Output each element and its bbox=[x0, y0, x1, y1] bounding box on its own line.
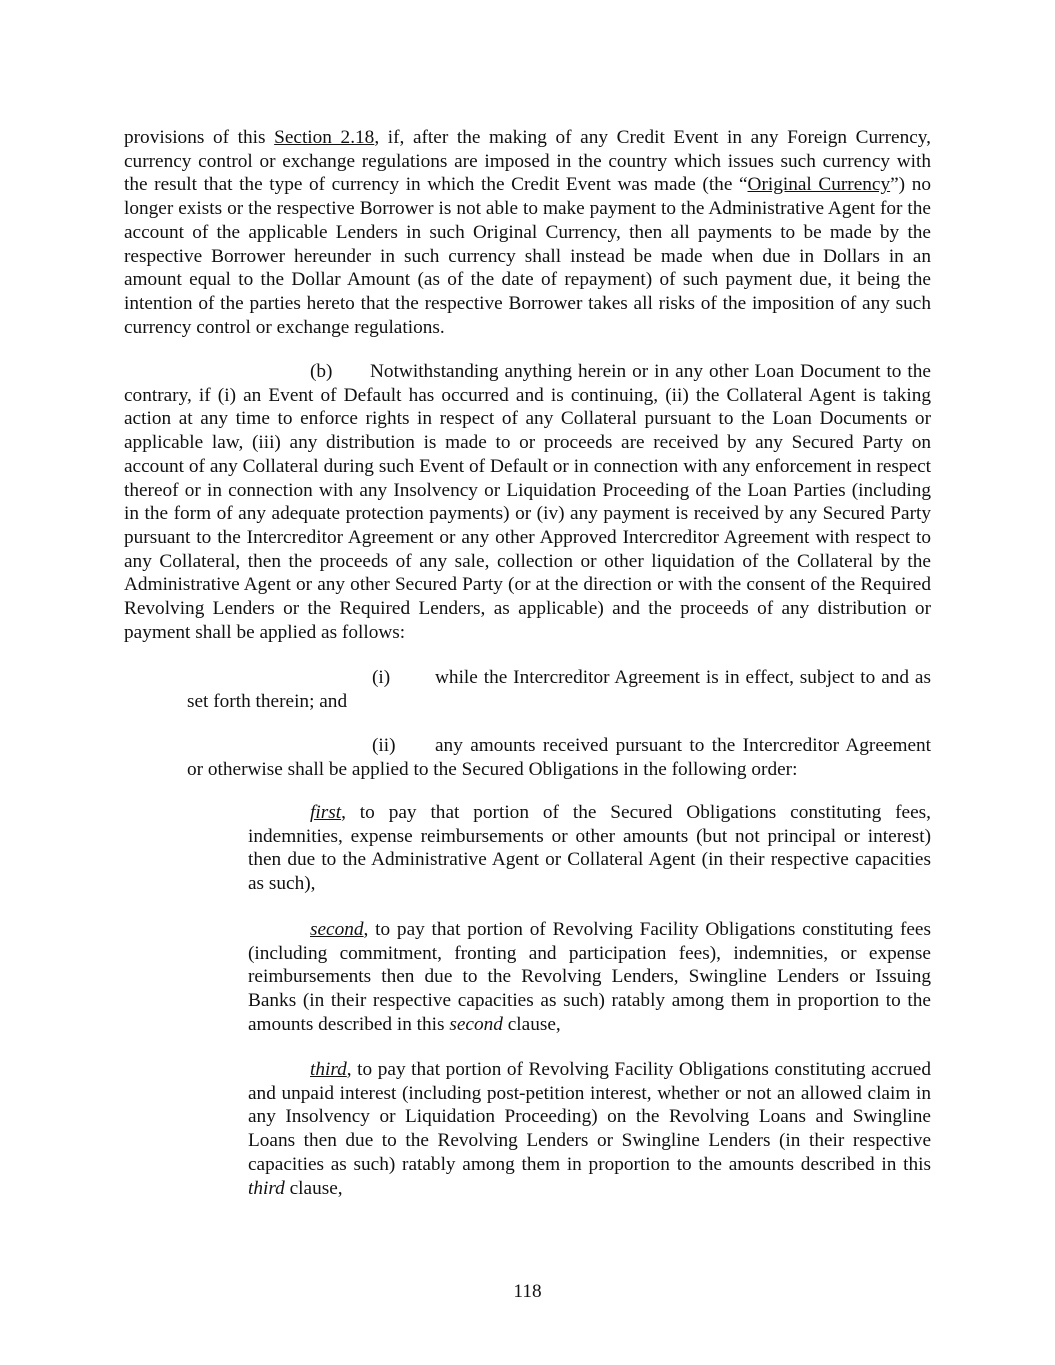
page-number: 118 bbox=[513, 1281, 542, 1302]
text: Notwithstanding anything herein or in any other Loan Document to the contrary, if (i) an Event of Default has occurred and is continuing, (ii) the Collateral Agent is taking action at any time to enforce rights in respect of any Collateral pursuant to the Loan Documents or applicable law, (iii) any distribution is made to or proceeds are received by any Secured Party on account of any Collateral during such Event of Default or in connection with any enforcement in respect thereof or in connection with any Insolvency or Liquidation Proceeding of the Loan Parties (including in the form of any adequate protection payments) or (iv) any payment is received by any Secured Party pursuant to the Intercreditor Agreement or any other Approved Intercreditor Agreement with respect to any Collateral, then the proceeds of any sale, collection or other liquidation of the Collateral by the Administrative Agent or any other Secured Party (or at the direction or with the consent of the Required Revolving Lenders or the Required Lenders, as applicable) and the proceeds of any distribution or payment shall be applied as follows: bbox=[124, 361, 931, 643]
text: , to pay that portion of the Secured Obligations constituting fees, indemnities, expense reimbursements or other amounts (but not principal or interest) then due to the Administrative Agent or Collateral Agent (in their respective capacities as such), bbox=[248, 802, 931, 895]
text: ”) no longer exists or the respective Borrower is not able to make payment to the Administrative Agent for the account of the applicable Lenders in such Original Currency, then all payments to be made by the respective Borrower hereunder in such currency shall instead be made when due in Dollars in an amount equal to the Dollar Amount (as of the date of repayment) of such payment due, it being the intention of the parties hereto that the respective Borrower takes all risks of the imposition of any such currency control or exchange regulations. bbox=[124, 174, 931, 338]
paragraph-third bbox=[248, 1058, 931, 1200]
clause-reference: second bbox=[449, 1013, 503, 1035]
clause-reference: third bbox=[248, 1177, 285, 1199]
section-reference: Section 2.18 bbox=[274, 127, 375, 148]
text: any amounts received pursuant to the Intercreditor Agreement or otherwise shall be applied to the Secured Obligations in the following order: bbox=[187, 735, 931, 780]
clause-label: (ii) bbox=[372, 735, 396, 756]
text: , to pay that portion of Revolving Facility Obligations constituting fees (including commitment, fronting and participation fees), indemnities, or expense reimbursements then due to the Revolving Lenders, Swingline Lenders or Issuing Banks (in their respective capacities as such) ratably among them in proportion to the amounts described in this bbox=[248, 919, 931, 1035]
paragraph-b bbox=[124, 360, 931, 644]
clause-label: (i) bbox=[372, 667, 391, 688]
text: clause, bbox=[284, 1177, 343, 1199]
text: while the Intercreditor Agreement is in effect, subject to and as set forth therein; and bbox=[187, 667, 931, 712]
clause-label: first bbox=[310, 802, 342, 823]
text: , if, after the making of any Credit Event in any Foreign Currency, currency control or exchange regulations are imposed in the country which issues such currency with the result that the type of currency in which the Credit Event was made (the “ bbox=[124, 127, 931, 196]
paragraph-i bbox=[187, 666, 931, 713]
text: , to pay that portion of Revolving Facility Obligations constituting accrued and unpaid interest (including post-petition interest, whether or not an allowed claim in any Insolvency or Liquidation Proceeding) on the Revolving Loans and Swingline Loans then due to the Revolving Lenders or Swingline Lenders (in their respective capacities as such) ratably among them in proportion to the amounts described in this bbox=[248, 1059, 931, 1175]
paragraph-second bbox=[248, 918, 931, 1037]
paragraph-first bbox=[248, 801, 931, 896]
clause-label: third bbox=[310, 1059, 347, 1080]
defined-term: Original Currency bbox=[747, 174, 891, 196]
paragraph-ii bbox=[187, 734, 931, 781]
clause-label: second bbox=[310, 919, 364, 940]
text: provisions of this bbox=[124, 127, 275, 148]
paragraph-currency bbox=[124, 126, 931, 339]
text: clause, bbox=[502, 1013, 561, 1035]
clause-label: (b) bbox=[310, 361, 333, 382]
